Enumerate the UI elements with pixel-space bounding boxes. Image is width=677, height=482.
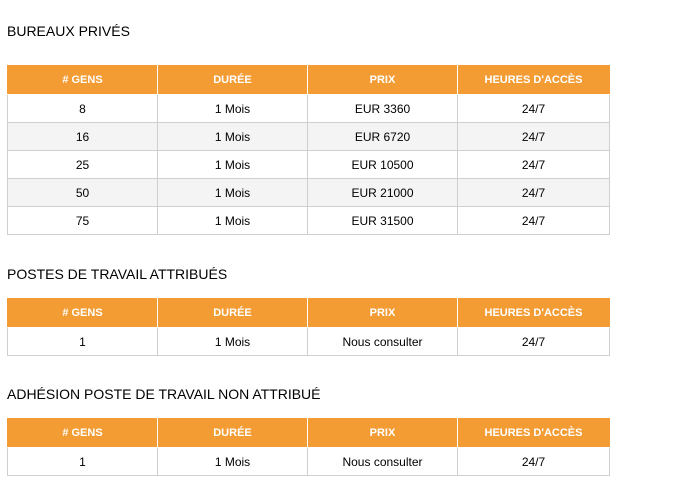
- cell-people: 1: [8, 448, 158, 476]
- cell-price: EUR 21000: [308, 179, 458, 207]
- cell-duration: 1 Mois: [158, 179, 308, 207]
- header-people: # GENS: [8, 66, 158, 95]
- cell-people: 25: [8, 151, 158, 179]
- table-header-row: [8, 419, 610, 448]
- cell-duration: 1 Mois: [158, 207, 308, 235]
- header-duration: DURÉE: [158, 299, 308, 328]
- cell-access-hours: 24/7: [458, 328, 610, 356]
- table-row: [8, 123, 610, 151]
- cell-price: Nous consulter: [308, 448, 458, 476]
- table-row: [8, 95, 610, 123]
- table-row: [8, 151, 610, 179]
- header-duration: DURÉE: [158, 66, 308, 95]
- cell-duration: 1 Mois: [158, 123, 308, 151]
- header-access-hours: HEURES D'ACCÈS: [458, 66, 610, 95]
- table-row: [8, 328, 610, 356]
- cell-people: 75: [8, 207, 158, 235]
- cell-people: 16: [8, 123, 158, 151]
- header-people: # GENS: [8, 419, 158, 448]
- table-row: [8, 179, 610, 207]
- header-price: PRIX: [308, 299, 458, 328]
- cell-price: EUR 10500: [308, 151, 458, 179]
- header-duration: DURÉE: [158, 419, 308, 448]
- cell-price: EUR 6720: [308, 123, 458, 151]
- cell-price: Nous consulter: [308, 328, 458, 356]
- section-title: POSTES DE TRAVAIL ATTRIBUÉS: [7, 266, 228, 282]
- cell-access-hours: 24/7: [458, 207, 610, 235]
- cell-duration: 1 Mois: [158, 328, 308, 356]
- cell-access-hours: 24/7: [458, 179, 610, 207]
- cell-access-hours: 24/7: [458, 448, 610, 476]
- cell-duration: 1 Mois: [158, 95, 308, 123]
- table-row: [8, 448, 610, 476]
- section-title: BUREAUX PRIVÉS: [7, 23, 130, 39]
- header-access-hours: HEURES D'ACCÈS: [458, 419, 610, 448]
- table-row: [8, 207, 610, 235]
- header-price: PRIX: [308, 66, 458, 95]
- header-price: PRIX: [308, 419, 458, 448]
- cell-access-hours: 24/7: [458, 151, 610, 179]
- pricing-table-hot-desk-membership: [7, 418, 610, 476]
- table-header-row: [8, 299, 610, 328]
- pricing-table-dedicated-desks: [7, 298, 610, 356]
- header-people: # GENS: [8, 299, 158, 328]
- cell-duration: 1 Mois: [158, 448, 308, 476]
- cell-people: 1: [8, 328, 158, 356]
- cell-access-hours: 24/7: [458, 123, 610, 151]
- cell-price: EUR 31500: [308, 207, 458, 235]
- section-title: ADHÉSION POSTE DE TRAVAIL NON ATTRIBUÉ: [7, 386, 321, 402]
- pricing-table-private-offices: [7, 65, 610, 235]
- cell-access-hours: 24/7: [458, 95, 610, 123]
- header-access-hours: HEURES D'ACCÈS: [458, 299, 610, 328]
- cell-people: 8: [8, 95, 158, 123]
- cell-people: 50: [8, 179, 158, 207]
- table-header-row: [8, 66, 610, 95]
- cell-price: EUR 3360: [308, 95, 458, 123]
- cell-duration: 1 Mois: [158, 151, 308, 179]
